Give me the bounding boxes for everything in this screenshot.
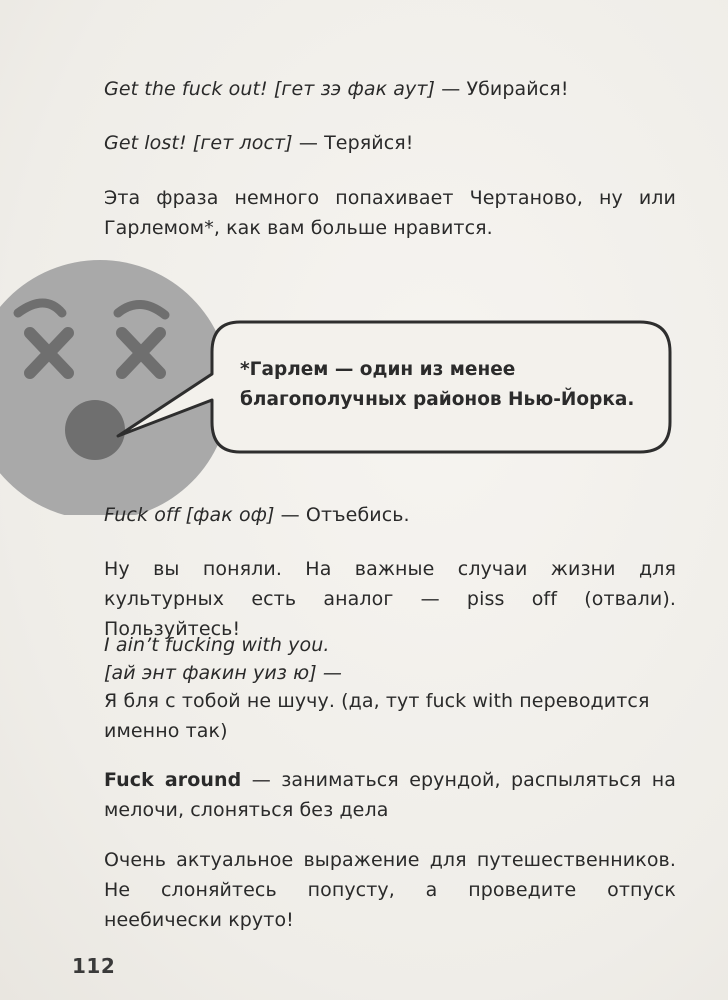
phrase-aint-fucking-translation: Я бля с тобой не шучу. (да, тут fuck with переводится именно так): [104, 690, 650, 742]
phrase-text: Get the fuck out! [гет зэ фак аут]: [104, 78, 436, 100]
term-text: Fuck around: [104, 769, 242, 791]
phrase-text: Fuck off [фак оф]: [104, 504, 275, 526]
definition-text: — заниматься ерундой, распыляться на мелочи, слоняться без дела: [104, 769, 677, 821]
page-number: 112: [72, 954, 116, 978]
paragraph-harlem: Эта фраза немного попахивает Чертаново, ну или Гарлемом*, как вам больше нравится.: [104, 187, 676, 239]
phrase-aint-fucking: I ain’t fucking with you.: [104, 634, 330, 656]
translation-text: — Теряйся!: [292, 132, 414, 154]
paragraph-travel: Очень актуальное выражение для путешественников. Не слоняйтесь попусту, а проведите отпуск неебически круто!: [104, 849, 676, 931]
phrase-text: Get lost! [гет лост]: [104, 132, 293, 154]
phrase-fuck-around: [104, 765, 676, 825]
phrase-get-the-fuck-out: [104, 74, 676, 104]
footnote-harlem: *Гарлем — один из менее благополучных районов Нью-Йорка.: [240, 359, 635, 410]
translation-text: — Убирайся!: [435, 78, 569, 100]
phrase-fuck-off: [104, 500, 676, 530]
phrase-aint-fucking-transcription: [ай энт факин уиз ю] —: [104, 662, 342, 684]
phrase-get-lost: [104, 128, 676, 158]
paragraph-piss-off: Ну вы поняли. На важные случаи жизни для культурных есть аналог — piss off (отвали). Пользуйтесь!: [104, 558, 676, 640]
translation-text: — Отъебись.: [274, 504, 410, 526]
